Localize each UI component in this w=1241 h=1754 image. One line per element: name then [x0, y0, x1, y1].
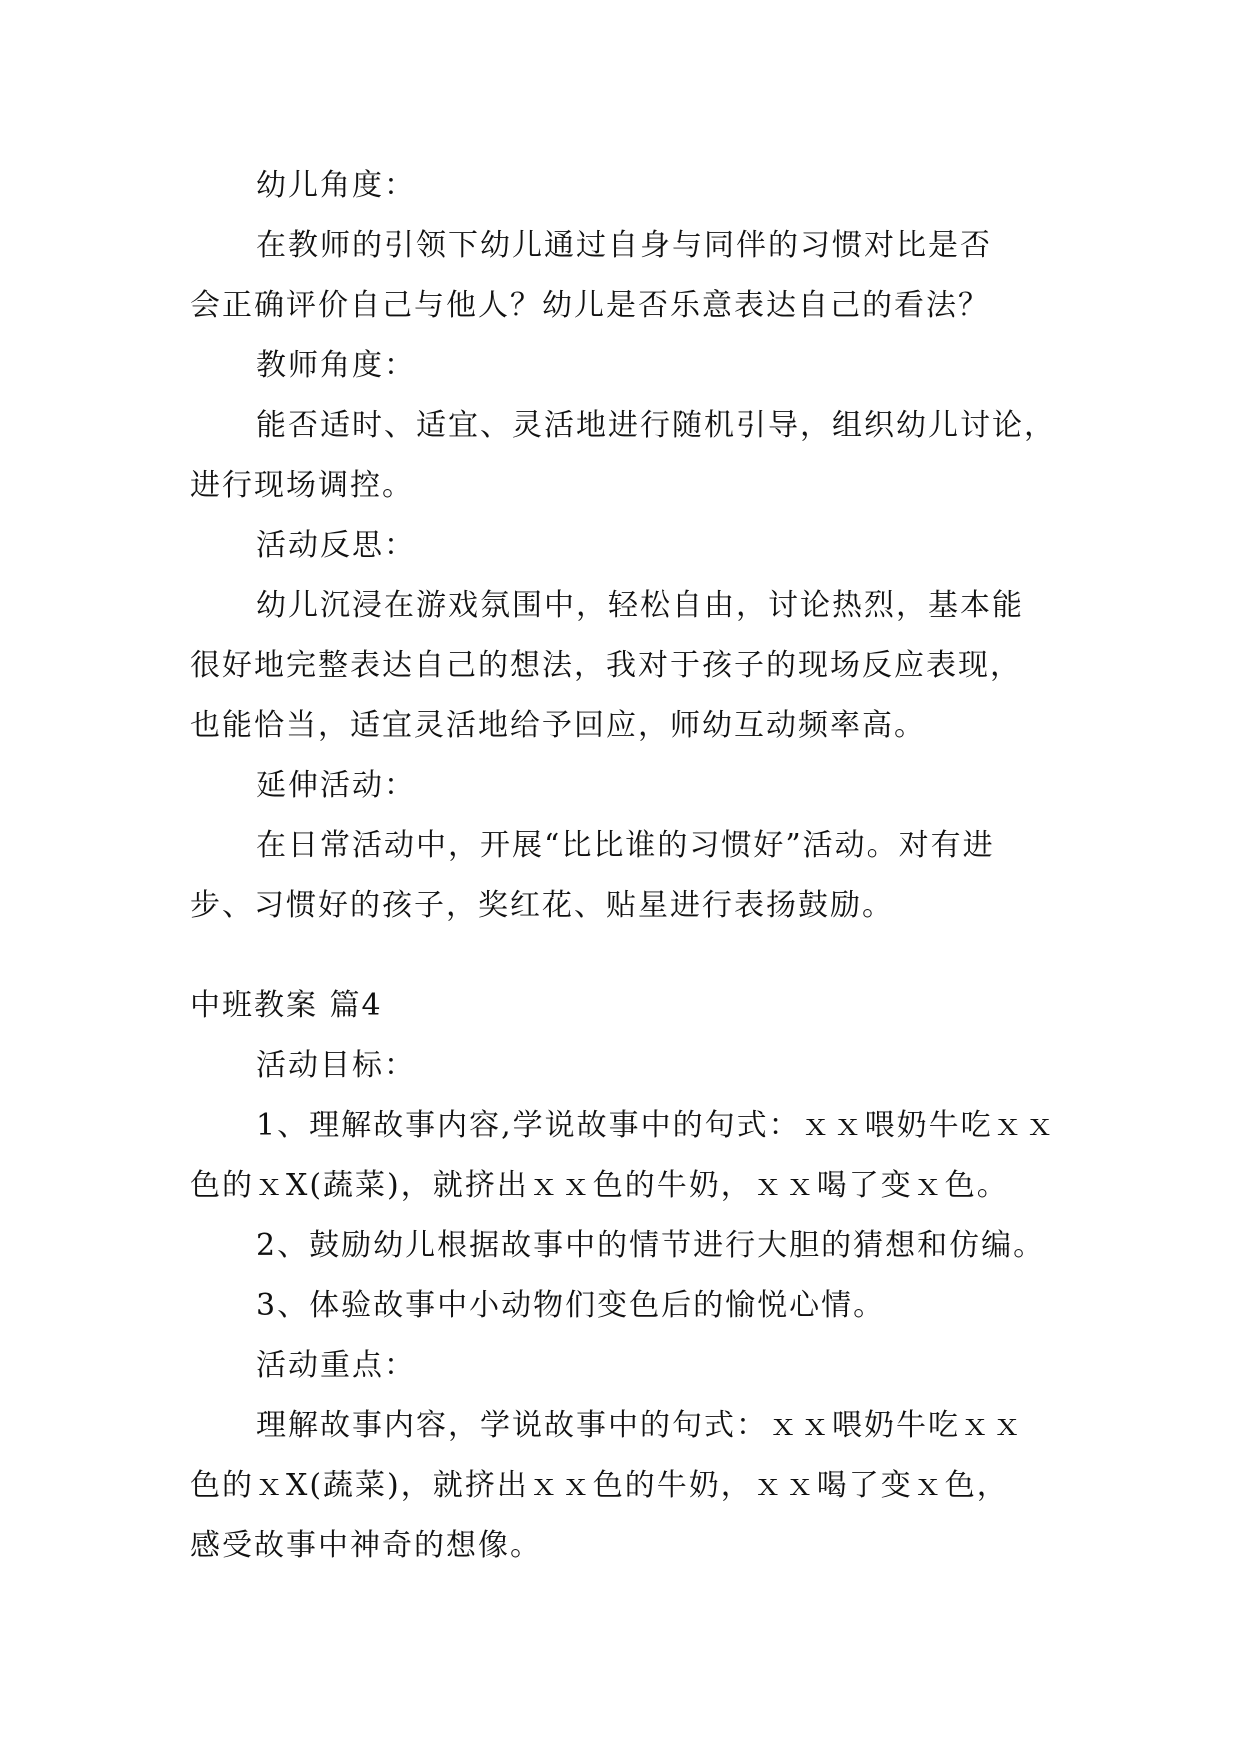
paragraph-line: 在教师的引领下幼儿通过自身与同伴的习惯对比是否 — [256, 228, 992, 263]
paragraph-line: 理解故事内容，学说故事中的句式：ｘｘ喂奶牛吃ｘｘ — [256, 1408, 1024, 1443]
paragraph-line: 在日常活动中，开展“比比谁的习惯好”活动。对有进 — [256, 828, 995, 863]
paragraph-line: 会正确评价自己与他人？幼儿是否乐意表达自己的看法？ — [190, 288, 990, 323]
section-label-teacher-perspective: 教师角度： — [256, 348, 416, 383]
paragraph-line: 也能恰当，适宜灵活地给予回应，师幼互动频率高。 — [190, 708, 926, 743]
section-label-activity-reflection: 活动反思： — [256, 528, 416, 563]
section-label-activity-focus: 活动重点： — [256, 1348, 416, 1383]
paragraph-line: 色的ｘX(蔬菜)，就挤出ｘｘ色的牛奶，ｘｘ喝了变ｘ色。 — [190, 1168, 1009, 1203]
paragraph-line: 很好地完整表达自己的想法，我对于孩子的现场反应表现， — [190, 648, 1022, 683]
paragraph-line: 感受故事中神奇的想像。 — [190, 1528, 542, 1563]
paragraph-line: 进行现场调控。 — [190, 468, 414, 503]
paragraph-line: 幼儿沉浸在游戏氛围中，轻松自由，讨论热烈，基本能 — [256, 588, 1024, 623]
section-label-activity-goals: 活动目标： — [256, 1048, 416, 1083]
lesson-plan-title: 中班教案 篇4 — [190, 988, 383, 1023]
section-label-child-perspective: 幼儿角度： — [256, 168, 416, 203]
paragraph-line: 色的ｘX(蔬菜)，就挤出ｘｘ色的牛奶，ｘｘ喝了变ｘ色， — [190, 1468, 1009, 1503]
paragraph-line: 2、鼓励幼儿根据故事中的情节进行大胆的猜想和仿编。 — [256, 1228, 1046, 1263]
paragraph-line: 3、体验故事中小动物们变色后的愉悦心情。 — [256, 1288, 886, 1323]
paragraph-line: 步、习惯好的孩子，奖红花、贴星进行表扬鼓励。 — [190, 888, 894, 923]
paragraph-line: 能否适时、适宜、灵活地进行随机引导，组织幼儿讨论， — [256, 408, 1056, 443]
section-label-extension-activity: 延伸活动： — [256, 768, 416, 803]
paragraph-line: 1、理解故事内容,学说故事中的句式：ｘｘ喂奶牛吃ｘｘ — [256, 1108, 1057, 1143]
